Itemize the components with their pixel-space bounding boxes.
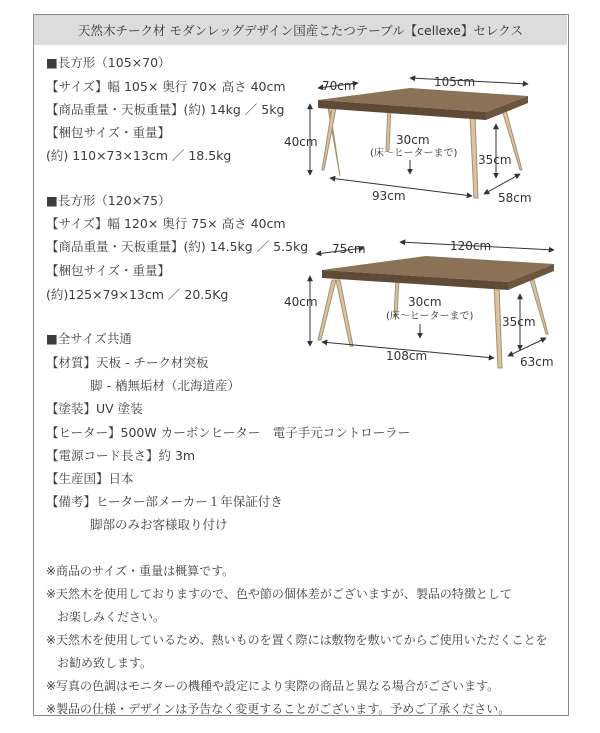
spec-origin: 【生産国】日本 xyxy=(46,471,134,486)
dim-inner-height: 35cm xyxy=(502,315,536,329)
spec-heater: 【ヒーター】500W カーボンヒーター 電子手元コントローラー xyxy=(46,425,411,440)
dim-leg-depth: 63cm xyxy=(520,355,554,369)
dim-height: 40cm xyxy=(284,135,318,149)
note-line: お楽しみください。 xyxy=(57,610,166,624)
spec-large-line: 【サイズ】幅 120× 奥行 75× 高さ 40cm xyxy=(46,216,286,231)
dim-height: 40cm xyxy=(284,295,318,309)
table-leg xyxy=(470,114,478,198)
dim-inner-height: 35cm xyxy=(478,153,512,167)
note-line: ※写真の色調はモニターの機種や設定により実際の商品と異なる場合がございます。 xyxy=(46,679,500,693)
spec-large-line: 【商品重量・天板重量】(約) 14.5kg ／ 5.5kg xyxy=(46,239,309,254)
dim-depth: 75cm xyxy=(332,242,366,256)
spec-material: 【材質】天板 - チーク材突板 xyxy=(46,355,209,370)
spec-small-line: (約) 110×73×13cm ／ 18.5kg xyxy=(46,148,232,163)
note-line: ※天然木を使用しているため、熱いものを置く際には敷物を敷いてからご使用いただくことを xyxy=(46,633,548,647)
dim-leg-width: 108cm xyxy=(386,349,428,363)
dim-leg-depth: 58cm xyxy=(498,191,532,205)
spec-small-heading: ■長方形（105×70） xyxy=(46,55,171,70)
note-line: ※製品の仕様・デザインは予告なく変更することがございます。予めご了承ください。 xyxy=(46,702,511,716)
table-leg xyxy=(336,280,353,346)
dim-width: 120cm xyxy=(450,239,492,253)
note-line: ※天然木を使用しておりますので、色や節の個体差がございますが、製品の特徴として xyxy=(46,587,512,601)
table-diagram-small xyxy=(270,70,570,210)
spec-small-line: 【梱包サイズ・重量】 xyxy=(46,125,171,140)
spec-large-heading: ■長方形（120×75） xyxy=(46,193,171,208)
spec-small-line: 【サイズ】幅 105× 奥行 70× 高さ 40cm xyxy=(46,79,286,94)
common-heading: ■全サイズ共通 xyxy=(46,331,132,346)
note-line: お勧め致します。 xyxy=(57,656,153,670)
table-leg xyxy=(494,284,502,368)
dim-under-note: (床～ヒーターまで) xyxy=(370,148,458,159)
spec-large-line: (約)125×79×13cm ／ 20.5Kg xyxy=(46,287,229,302)
spec-remarks-2: 脚部のみお客様取り付け xyxy=(90,517,228,532)
table-diagram-large xyxy=(270,230,570,375)
spec-small-line: 【商品重量・天板重量】(約) 14kg ／ 5kg xyxy=(46,102,285,117)
dim-under: 30cm xyxy=(396,133,430,147)
dim-under-note: (床～ヒーターまで) xyxy=(386,311,474,322)
spec-large-line: 【梱包サイズ・重量】 xyxy=(46,263,171,278)
spec-cord: 【電源コード長さ】約 3m xyxy=(46,448,196,463)
page-title: 天然木チーク材 モダンレッグデザイン国産こたつテーブル【cellexe】セレクス xyxy=(34,15,567,45)
dim-width: 105cm xyxy=(434,75,476,89)
dim-depth: 70cm xyxy=(322,79,356,93)
spec-material-leg: 脚 - 楢無垢材（北海道産） xyxy=(90,378,240,393)
dim-leg-width: 93cm xyxy=(372,189,406,203)
spec-coating: 【塗装】UV 塗装 xyxy=(46,401,143,416)
spec-remarks: 【備考】ヒーター部メーカー１年保証付き xyxy=(46,494,283,509)
note-line: ※商品のサイズ・重量は概算です。 xyxy=(46,564,235,578)
dim-under: 30cm xyxy=(408,295,442,309)
table-leg xyxy=(318,280,336,340)
